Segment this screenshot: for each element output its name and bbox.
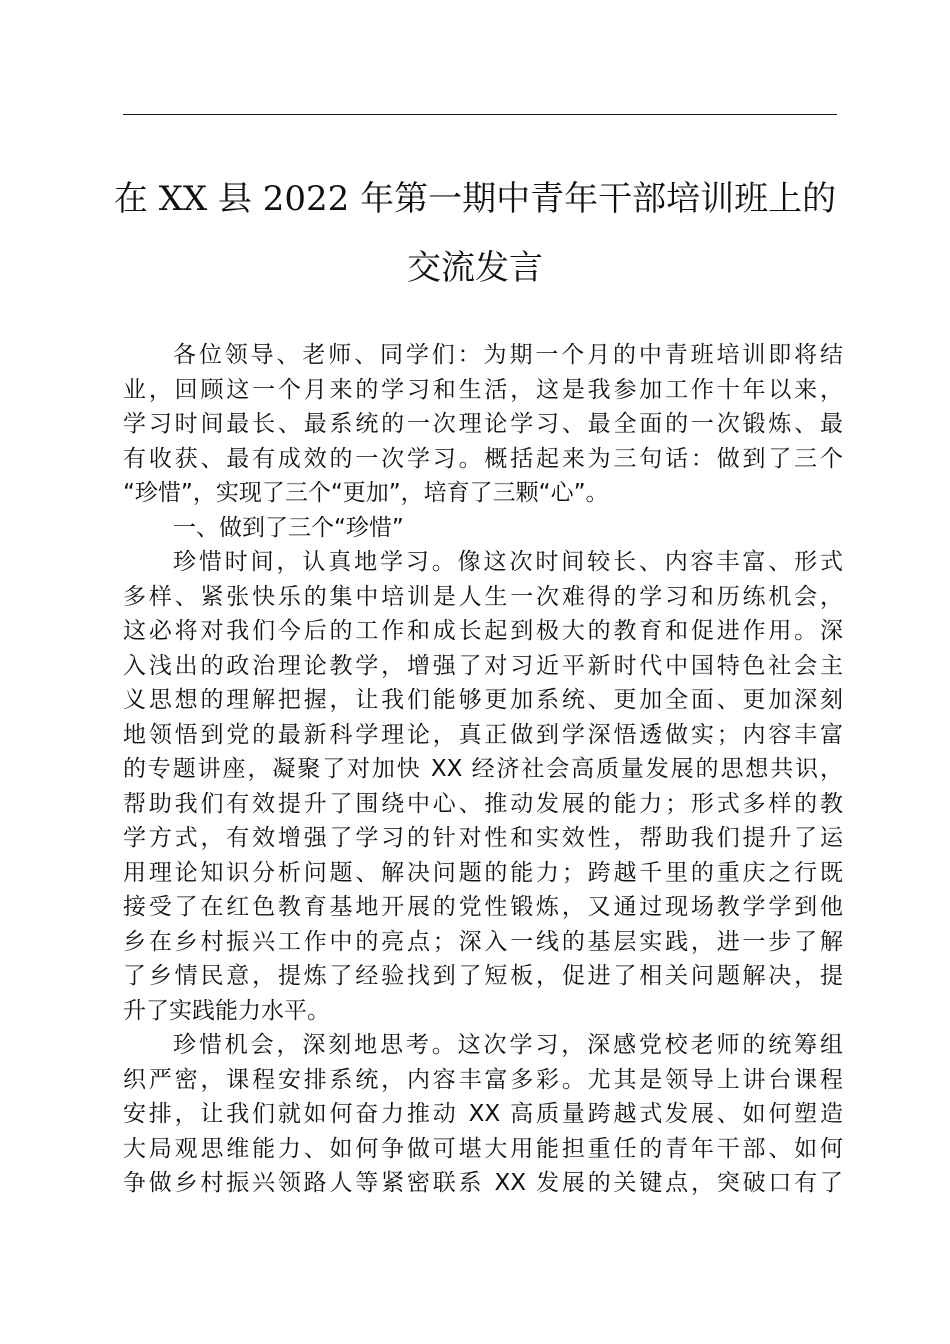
text-line: 地领悟到党的最新科学理论，真正做到学深悟透做实；内容丰富 [123,721,843,748]
text-line: 乡在乡村振兴工作中的亮点；深入一线的基层实践，进一步了解 [123,928,843,955]
text-line: 织严密，课程安排系统，内容丰富多彩。尤其是领导上讲台课程 [123,1066,843,1093]
text-line: 大局观思维能力、如何争做可堪大用能担重任的青年干部、如何 [123,1135,843,1162]
text-line: 入浅出的政治理论教学，增强了对习近平新时代中国特色社会主 [123,652,843,679]
text-line: 业，回顾这一个月来的学习和生活，这是我参加工作十年以来， [123,376,843,403]
text-line: 升了实践能力水平。 [123,997,330,1024]
text-line: 安排，让我们就如何奋力推动 XX 高质量跨越式发展、如何塑造 [123,1101,843,1127]
text-line: 各位领导、老师、同学们：为期一个月的中青班培训即将结 [173,342,843,368]
text-line: 接受了在红色教育基地开展的党性锻炼，又通过现场教学学到他 [123,894,843,920]
text-line: 了乡情民意，提炼了经验找到了短板，促进了相关问题解决，提 [123,963,843,989]
document-body [123,338,843,1201]
document-title-line-1: 在 XX 县 2022 年第一期中青年干部培训班上的 [113,179,837,219]
text-line: 学习时间最长、最系统的一次理论学习、最全面的一次锻炼、最 [123,411,843,437]
text-line: 的专题讲座，凝聚了对加快 XX 经济社会高质量发展的思想共识， [123,756,843,782]
document-title-line-2: 交流发言 [407,248,543,288]
text-line: 帮助我们有效提升了围绕中心、推动发展的能力；形式多样的教 [123,790,843,817]
text-line: 一、做到了三个“珍惜” [173,514,404,541]
text-line: 义思想的理解把握，让我们能够更加系统、更加全面、更加深刻 [123,687,843,713]
text-line: 争做乡村振兴领路人等紧密联系 XX 发展的关键点，突破口有了 [123,1170,843,1196]
text-line: 珍惜机会，深刻地思考。这次学习，深感党校老师的统筹组 [173,1032,843,1058]
text-line: “珍惜”，实现了三个“更加”，培育了三颗“心”。 [123,480,609,506]
text-line: 学方式，有效增强了学习的针对性和实效性，帮助我们提升了运 [123,825,843,851]
text-line: 珍惜时间，认真地学习。像这次时间较长、内容丰富、形式 [173,549,843,575]
header-rule [123,114,837,115]
text-line: 用理论知识分析问题、解决问题的能力；跨越千里的重庆之行既 [123,859,843,886]
text-line: 有收获、最有成效的一次学习。概括起来为三句话：做到了三个 [123,445,843,472]
text-line: 这必将对我们今后的工作和成长起到极大的教育和促进作用。深 [123,618,843,644]
text-line: 多样、紧张快乐的集中培训是人生一次难得的学习和历练机会， [123,583,843,610]
